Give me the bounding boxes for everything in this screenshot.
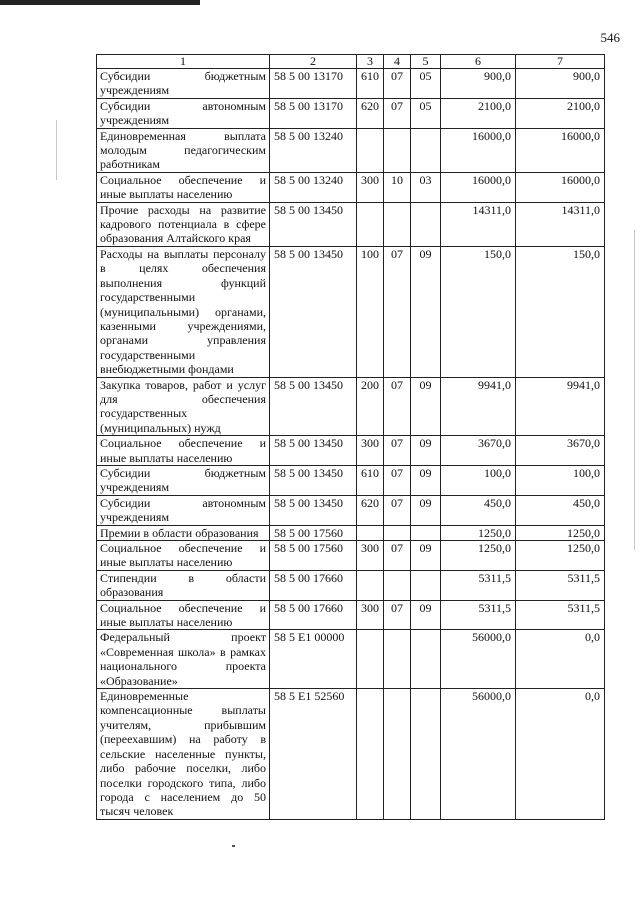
- subsection: 09: [411, 436, 441, 466]
- table-row: [97, 600, 605, 630]
- target-code: 58 5 00 13170: [270, 98, 357, 128]
- section: 07: [384, 377, 411, 436]
- subsection: [411, 128, 441, 172]
- expense-type: 610: [357, 465, 384, 495]
- table-row: [97, 202, 605, 246]
- column-header: 1: [97, 55, 270, 69]
- item-name: Социальное обеспечение и иные выплаты населению: [97, 172, 270, 202]
- amount-col7: 9941,0: [516, 377, 605, 436]
- amount-col6: 9941,0: [441, 377, 516, 436]
- table-body: [97, 69, 605, 820]
- scan-artifact: [634, 230, 635, 550]
- target-code: 58 5 00 13450: [270, 246, 357, 377]
- amount-col7: 3670,0: [516, 436, 605, 466]
- subsection: 05: [411, 69, 441, 99]
- subsection: 09: [411, 541, 441, 571]
- column-header: 2: [270, 55, 357, 69]
- subsection: [411, 525, 441, 540]
- target-code: 58 5 00 17560: [270, 541, 357, 571]
- expense-type: 300: [357, 541, 384, 571]
- section: 07: [384, 495, 411, 525]
- table-row: [97, 525, 605, 540]
- expense-type: 620: [357, 98, 384, 128]
- expense-type: 620: [357, 495, 384, 525]
- expense-type: [357, 128, 384, 172]
- expense-type: 100: [357, 246, 384, 377]
- page-number: 546: [600, 30, 620, 45]
- amount-col6: 1250,0: [441, 541, 516, 571]
- item-name: Субсидии автономным учреждениям: [97, 98, 270, 128]
- item-name: Социальное обеспечение и иные выплаты населению: [97, 541, 270, 571]
- budget-table-container: [96, 54, 604, 820]
- amount-col7: 0,0: [516, 689, 605, 820]
- target-code: 58 5 E1 00000: [270, 630, 357, 689]
- subsection: [411, 630, 441, 689]
- amount-col6: 5311,5: [441, 600, 516, 630]
- scan-edge-mark: [0, 0, 200, 5]
- amount-col6: 3670,0: [441, 436, 516, 466]
- column-header: 6: [441, 55, 516, 69]
- subsection: 09: [411, 246, 441, 377]
- target-code: 58 5 00 13450: [270, 436, 357, 466]
- item-name: Единовременные компенсационные выплаты учителям, прибывшим (переехавшим) на работу в сельские населенные пункты, либо рабочие поселки, либо поселки городского типа, либо города с населением до 50 тысяч человек: [97, 689, 270, 820]
- column-header: 4: [384, 55, 411, 69]
- section: [384, 689, 411, 820]
- amount-col7: 14311,0: [516, 202, 605, 246]
- amount-col6: 150,0: [441, 246, 516, 377]
- item-name: Расходы на выплаты персоналу в целях обеспечения выполнения функций государственными (муниципальными) органами, казенными учреждениями, органами управления государственными внебюджетными фондами: [97, 246, 270, 377]
- section: 07: [384, 541, 411, 571]
- section: 07: [384, 98, 411, 128]
- amount-col7: 5311,5: [516, 600, 605, 630]
- table-row: [97, 436, 605, 466]
- amount-col6: 2100,0: [441, 98, 516, 128]
- expense-type: 200: [357, 377, 384, 436]
- subsection: [411, 202, 441, 246]
- section: 07: [384, 436, 411, 466]
- amount-col7: 0,0: [516, 630, 605, 689]
- target-code: 58 5 00 17560: [270, 525, 357, 540]
- amount-col7: 150,0: [516, 246, 605, 377]
- item-name: Премии в области образования: [97, 525, 270, 540]
- amount-col7: 5311,5: [516, 570, 605, 600]
- column-header: 7: [516, 55, 605, 69]
- subsection: 09: [411, 600, 441, 630]
- table-row: [97, 689, 605, 820]
- item-name: Федеральный проект «Современная школа» в рамках национального проекта «Образование»: [97, 630, 270, 689]
- section: 07: [384, 246, 411, 377]
- expense-type: 300: [357, 172, 384, 202]
- subsection: [411, 689, 441, 820]
- target-code: 58 5 00 17660: [270, 600, 357, 630]
- target-code: 58 5 00 13170: [270, 69, 357, 99]
- item-name: Стипендии в области образования: [97, 570, 270, 600]
- target-code: 58 5 00 13450: [270, 202, 357, 246]
- amount-col6: 56000,0: [441, 689, 516, 820]
- table-row: [97, 69, 605, 99]
- target-code: 58 5 00 13450: [270, 377, 357, 436]
- table-row: [97, 495, 605, 525]
- budget-table: [96, 54, 605, 820]
- amount-col6: 16000,0: [441, 172, 516, 202]
- expense-type: [357, 525, 384, 540]
- target-code: 58 5 00 13240: [270, 172, 357, 202]
- amount-col7: 450,0: [516, 495, 605, 525]
- expense-type: [357, 630, 384, 689]
- section: 10: [384, 172, 411, 202]
- section: [384, 128, 411, 172]
- target-code: 58 5 E1 52560: [270, 689, 357, 820]
- expense-type: 300: [357, 436, 384, 466]
- target-code: 58 5 00 13450: [270, 495, 357, 525]
- table-row: [97, 465, 605, 495]
- table-row: [97, 541, 605, 571]
- item-name: Субсидии бюджетным учреждениям: [97, 465, 270, 495]
- target-code: 58 5 00 13450: [270, 465, 357, 495]
- expense-type: [357, 202, 384, 246]
- expense-type: 610: [357, 69, 384, 99]
- amount-col7: 1250,0: [516, 541, 605, 571]
- amount-col7: 16000,0: [516, 172, 605, 202]
- subsection: 09: [411, 465, 441, 495]
- item-name: Социальное обеспечение и иные выплаты населению: [97, 600, 270, 630]
- column-header: 5: [411, 55, 441, 69]
- section: 07: [384, 69, 411, 99]
- table-row: [97, 98, 605, 128]
- target-code: 58 5 00 13240: [270, 128, 357, 172]
- table-row: [97, 172, 605, 202]
- section: 07: [384, 465, 411, 495]
- expense-type: [357, 689, 384, 820]
- amount-col6: 5311,5: [441, 570, 516, 600]
- subsection: [411, 570, 441, 600]
- table-row: [97, 630, 605, 689]
- amount-col6: 14311,0: [441, 202, 516, 246]
- table-header-row: [97, 55, 605, 69]
- section: 07: [384, 600, 411, 630]
- table-row: [97, 377, 605, 436]
- table-row: [97, 570, 605, 600]
- amount-col7: 2100,0: [516, 98, 605, 128]
- expense-type: [357, 570, 384, 600]
- section: [384, 202, 411, 246]
- item-name: Прочие расходы на развитие кадрового потенциала в сфере образования Алтайского края: [97, 202, 270, 246]
- amount-col7: 100,0: [516, 465, 605, 495]
- column-header: 3: [357, 55, 384, 69]
- amount-col7: 16000,0: [516, 128, 605, 172]
- section: [384, 525, 411, 540]
- scan-artifact: [232, 845, 235, 847]
- section: [384, 570, 411, 600]
- item-name: Социальное обеспечение и иные выплаты населению: [97, 436, 270, 466]
- item-name: Субсидии бюджетным учреждениям: [97, 69, 270, 99]
- table-row: [97, 246, 605, 377]
- item-name: Субсидии автономным учреждениям: [97, 495, 270, 525]
- scan-artifact: [56, 120, 57, 180]
- item-name: Единовременная выплата молодым педагогическим работникам: [97, 128, 270, 172]
- section: [384, 630, 411, 689]
- amount-col7: 1250,0: [516, 525, 605, 540]
- subsection: 09: [411, 495, 441, 525]
- table-row: [97, 128, 605, 172]
- expense-type: 300: [357, 600, 384, 630]
- item-name: Закупка товаров, работ и услуг для обеспечения государственных (муниципальных) нужд: [97, 377, 270, 436]
- amount-col7: 900,0: [516, 69, 605, 99]
- amount-col6: 1250,0: [441, 525, 516, 540]
- amount-col6: 450,0: [441, 495, 516, 525]
- amount-col6: 100,0: [441, 465, 516, 495]
- subsection: 03: [411, 172, 441, 202]
- amount-col6: 900,0: [441, 69, 516, 99]
- subsection: 05: [411, 98, 441, 128]
- target-code: 58 5 00 17660: [270, 570, 357, 600]
- amount-col6: 16000,0: [441, 128, 516, 172]
- amount-col6: 56000,0: [441, 630, 516, 689]
- subsection: 09: [411, 377, 441, 436]
